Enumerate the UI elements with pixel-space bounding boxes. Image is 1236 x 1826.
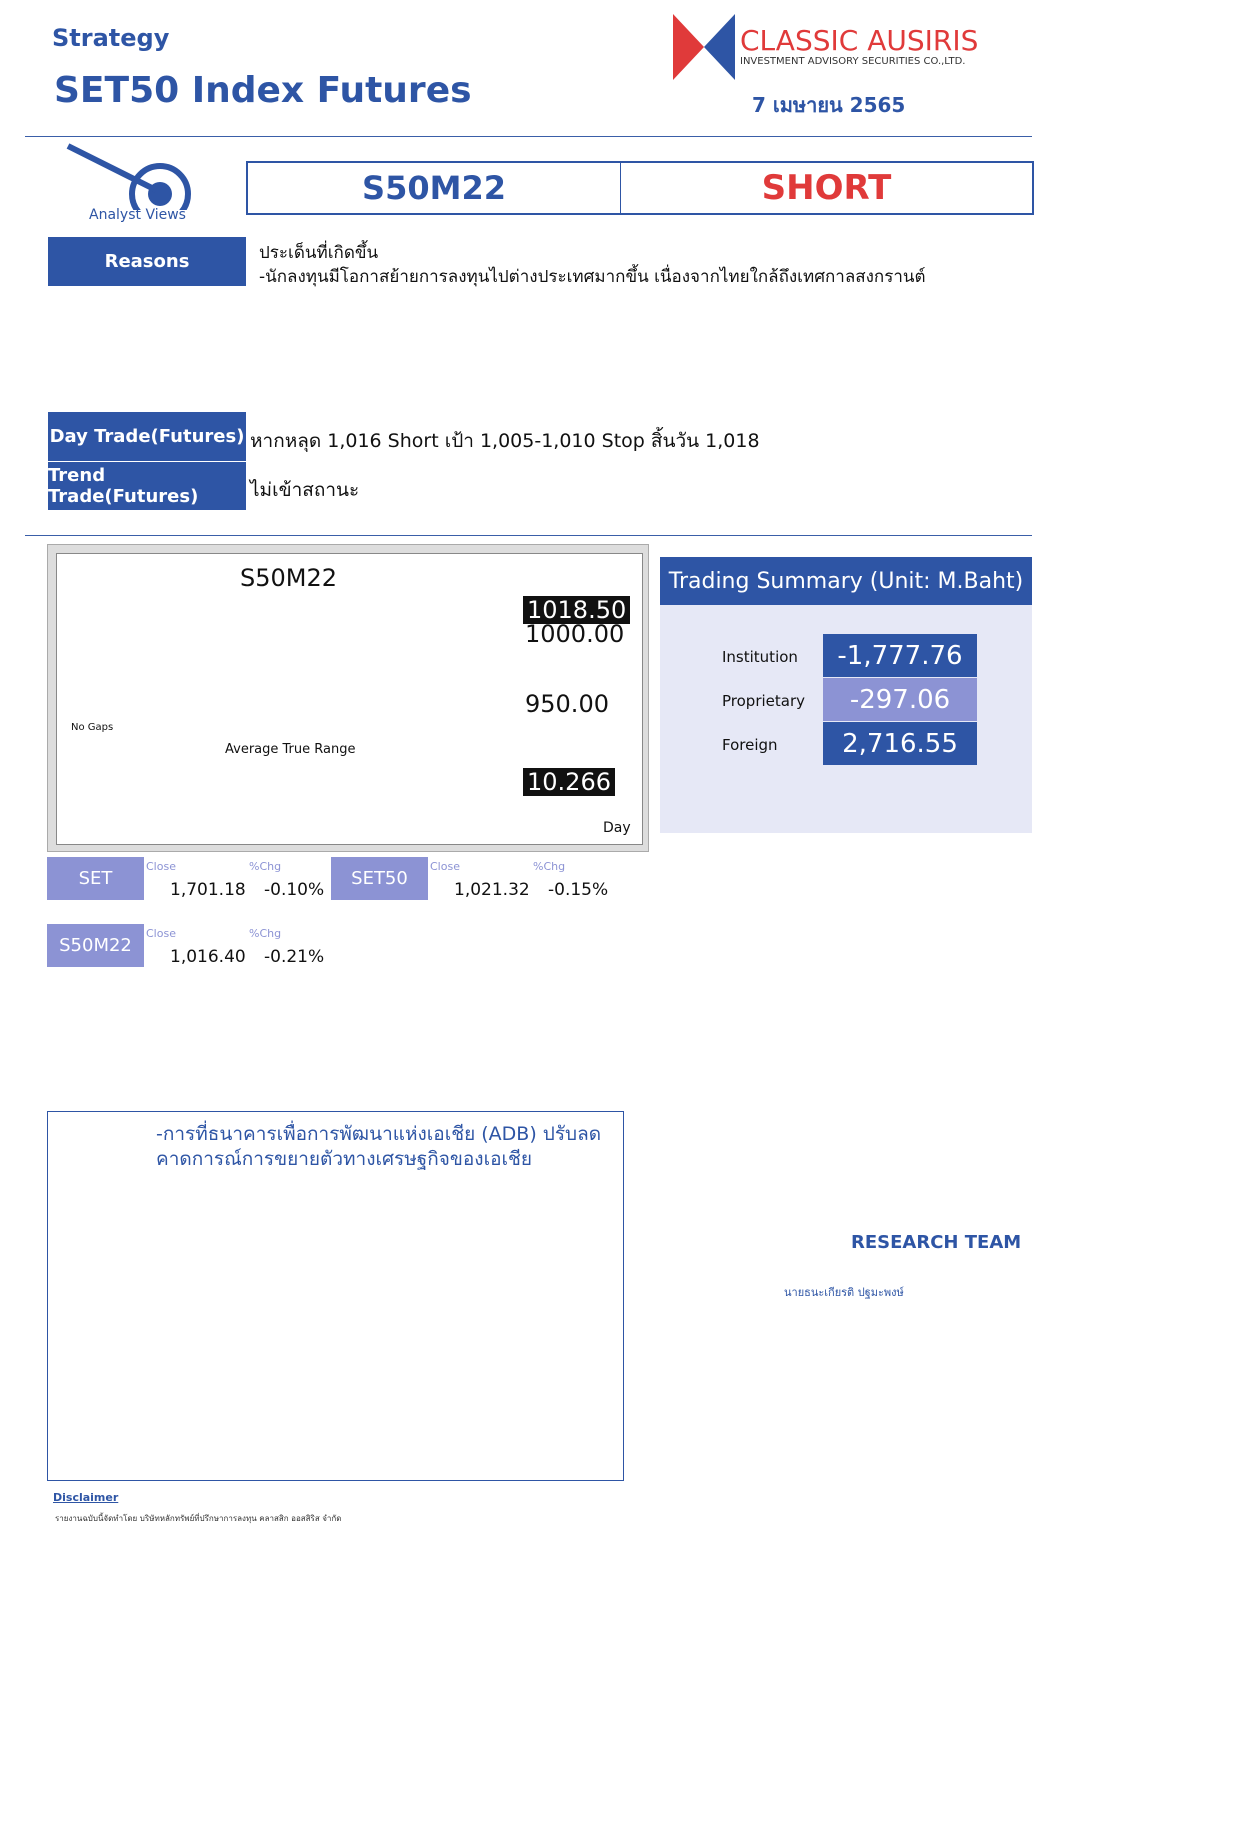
market-name: SET: [47, 857, 144, 900]
pct-change-label: %Chg: [249, 927, 282, 940]
atr-last-value: 10.266: [523, 768, 615, 796]
market-name: S50M22: [47, 924, 144, 967]
company-logo-icon: [673, 14, 735, 80]
call-symbol: S50M22: [248, 163, 621, 213]
atr-title: Average True Range: [225, 742, 356, 757]
day-trade-label: Day Trade(Futures): [48, 412, 246, 461]
reason-line: ประเด็นที่เกิดขึ้น: [259, 243, 379, 263]
chart-title: S50M22: [240, 564, 338, 592]
target-icon: [60, 138, 200, 210]
brand-subtitle: INVESTMENT ADVISORY SECURITIES CO.,LTD.: [740, 56, 966, 67]
trading-summary-panel: [660, 557, 1032, 833]
summary-investor-label: Institution: [722, 648, 798, 666]
trading-summary-title: Trading Summary (Unit: M.Baht): [660, 557, 1032, 605]
market-change: -0.21%: [264, 947, 325, 967]
y-tick-label: 1000.00: [525, 620, 625, 648]
section-label: Strategy: [52, 24, 170, 52]
summary-value: -297.06: [823, 678, 977, 721]
price-chart: [47, 544, 649, 852]
chart-area: [56, 553, 643, 845]
trend-trade-text: ไม่เข้าสถานะ: [250, 479, 360, 501]
news-text: -การที่ธนาคารเพื่อการพัฒนาแห่งเอเชีย (ADB) ปรับลดคาดการณ์การขยายตัวทางเศรษฐกิจของเอเชีย: [156, 1123, 602, 1170]
y-tick-label: 950.00: [525, 690, 609, 718]
research-team-heading: RESEARCH TEAM: [851, 1232, 1022, 1253]
analyst-views-label: Analyst Views: [89, 207, 186, 223]
report-date: 7 เมษายน 2565: [752, 93, 906, 117]
pct-change-label: %Chg: [249, 860, 282, 873]
analyst-name: นายธนะเกียรติ ปฐมะพงษ์: [784, 1286, 904, 1299]
period-label: Day: [603, 820, 631, 836]
summary-investor-label: Foreign: [722, 736, 778, 754]
disclaimer-title: Disclaimer: [53, 1491, 119, 1504]
header-divider: [25, 136, 1032, 137]
summary-value: -1,777.76: [823, 634, 977, 677]
no-gaps-label: No Gaps: [71, 722, 114, 733]
disclaimer-text: รายงานฉบับนี้จัดทำโดย บริษัทหลักทรัพย์ที่ปรึกษาการลงทุน คลาสสิก ออสสิริส จำกัด: [55, 1514, 342, 1523]
call-action: SHORT: [761, 168, 892, 208]
market-change: -0.10%: [264, 880, 325, 900]
pct-change-label: %Chg: [533, 860, 566, 873]
reason-line: -นักลงทุนมีโอกาสย้ายการลงทุนไปต่างประเทศมากขึ้น เนื่องจากไทยใกล้ถึงเทศกาลสงกรานต์: [259, 267, 926, 287]
close-label: Close: [146, 860, 176, 873]
close-label: Close: [430, 860, 460, 873]
page-title: SET50 Index Futures: [54, 70, 472, 111]
market-change: -0.15%: [548, 880, 609, 900]
close-label: Close: [146, 927, 176, 940]
market-close: 1,016.40: [170, 947, 246, 967]
market-name: SET50: [331, 857, 428, 900]
section-divider: [25, 535, 1032, 536]
trend-trade-label: Trend Trade(Futures): [48, 462, 246, 510]
day-trade-text: หากหลุด 1,016 Short เป้า 1,005-1,010 Stop สิ้นวัน 1,018: [250, 430, 760, 452]
market-close: 1,701.18: [170, 880, 246, 900]
brand-name: CLASSIC AUSIRIS: [740, 24, 979, 57]
chart-last-price: 1018.50: [523, 596, 630, 624]
summary-investor-label: Proprietary: [722, 692, 805, 710]
market-close: 1,021.32: [454, 880, 530, 900]
news-box: [47, 1111, 624, 1481]
reasons-label: Reasons: [48, 237, 246, 286]
summary-value: 2,716.55: [823, 722, 977, 765]
call-box: [246, 161, 1034, 215]
